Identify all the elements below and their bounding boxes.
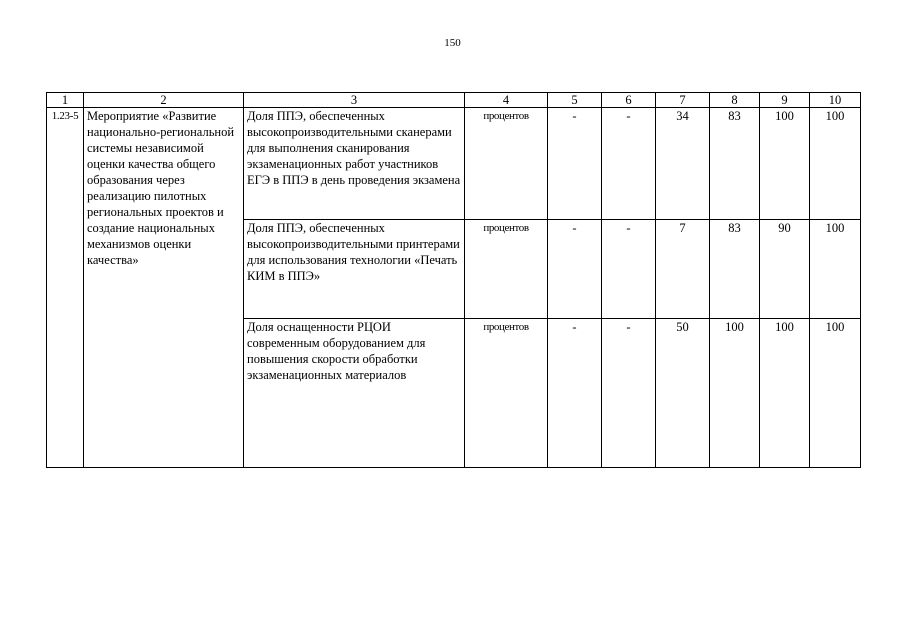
header-cell: 6 (602, 93, 656, 108)
header-cell: 5 (548, 93, 602, 108)
header-cell: 1 (47, 93, 84, 108)
indicator-name: Доля ППЭ, обеспеченных высокопроизводительными принтерами для использования технологии «Печать КИМ в ППЭ» (244, 220, 465, 319)
indicator-name: Доля оснащенности РЦОИ современным оборудованием для повышения скорости обработки экзаменационных материалов (244, 319, 465, 468)
table-row (47, 108, 861, 220)
value-cell: - (548, 108, 602, 220)
value-cell: - (548, 319, 602, 468)
header-cell: 9 (760, 93, 810, 108)
header-cell: 2 (84, 93, 244, 108)
indicator-name: Доля ППЭ, обеспеченных высокопроизводительными сканерами для выполнения сканирования экзаменационных работ участников ЕГЭ в ППЭ в день проведения экзамена (244, 108, 465, 220)
value-cell: 100 (810, 108, 861, 220)
value-cell: 100 (810, 220, 861, 319)
value-cell: 100 (760, 108, 810, 220)
value-cell: 100 (710, 319, 760, 468)
unit-cell: процентов (465, 220, 548, 319)
value-cell: - (602, 319, 656, 468)
indicators-table (46, 92, 861, 468)
value-cell: 7 (656, 220, 710, 319)
header-cell: 4 (465, 93, 548, 108)
value-cell: - (602, 108, 656, 220)
event-code: 1.23-5 (47, 108, 84, 468)
value-cell: - (602, 220, 656, 319)
unit-cell: процентов (465, 108, 548, 220)
value-cell: 90 (760, 220, 810, 319)
header-cell: 7 (656, 93, 710, 108)
table-header-row (47, 93, 861, 108)
event-description: Мероприятие «Развитие национально-региональной системы независимой оценки качества общего образования через реализацию пилотных региональных проектов и создание национальных механизмов оценки качества» (84, 108, 244, 468)
unit-cell: процентов (465, 319, 548, 468)
value-cell: 83 (710, 220, 760, 319)
header-cell: 10 (810, 93, 861, 108)
value-cell: 100 (810, 319, 861, 468)
value-cell: 100 (760, 319, 810, 468)
value-cell: 34 (656, 108, 710, 220)
value-cell: - (548, 220, 602, 319)
header-cell: 8 (710, 93, 760, 108)
value-cell: 83 (710, 108, 760, 220)
page-number: 150 (444, 37, 461, 49)
header-cell: 3 (244, 93, 465, 108)
value-cell: 50 (656, 319, 710, 468)
